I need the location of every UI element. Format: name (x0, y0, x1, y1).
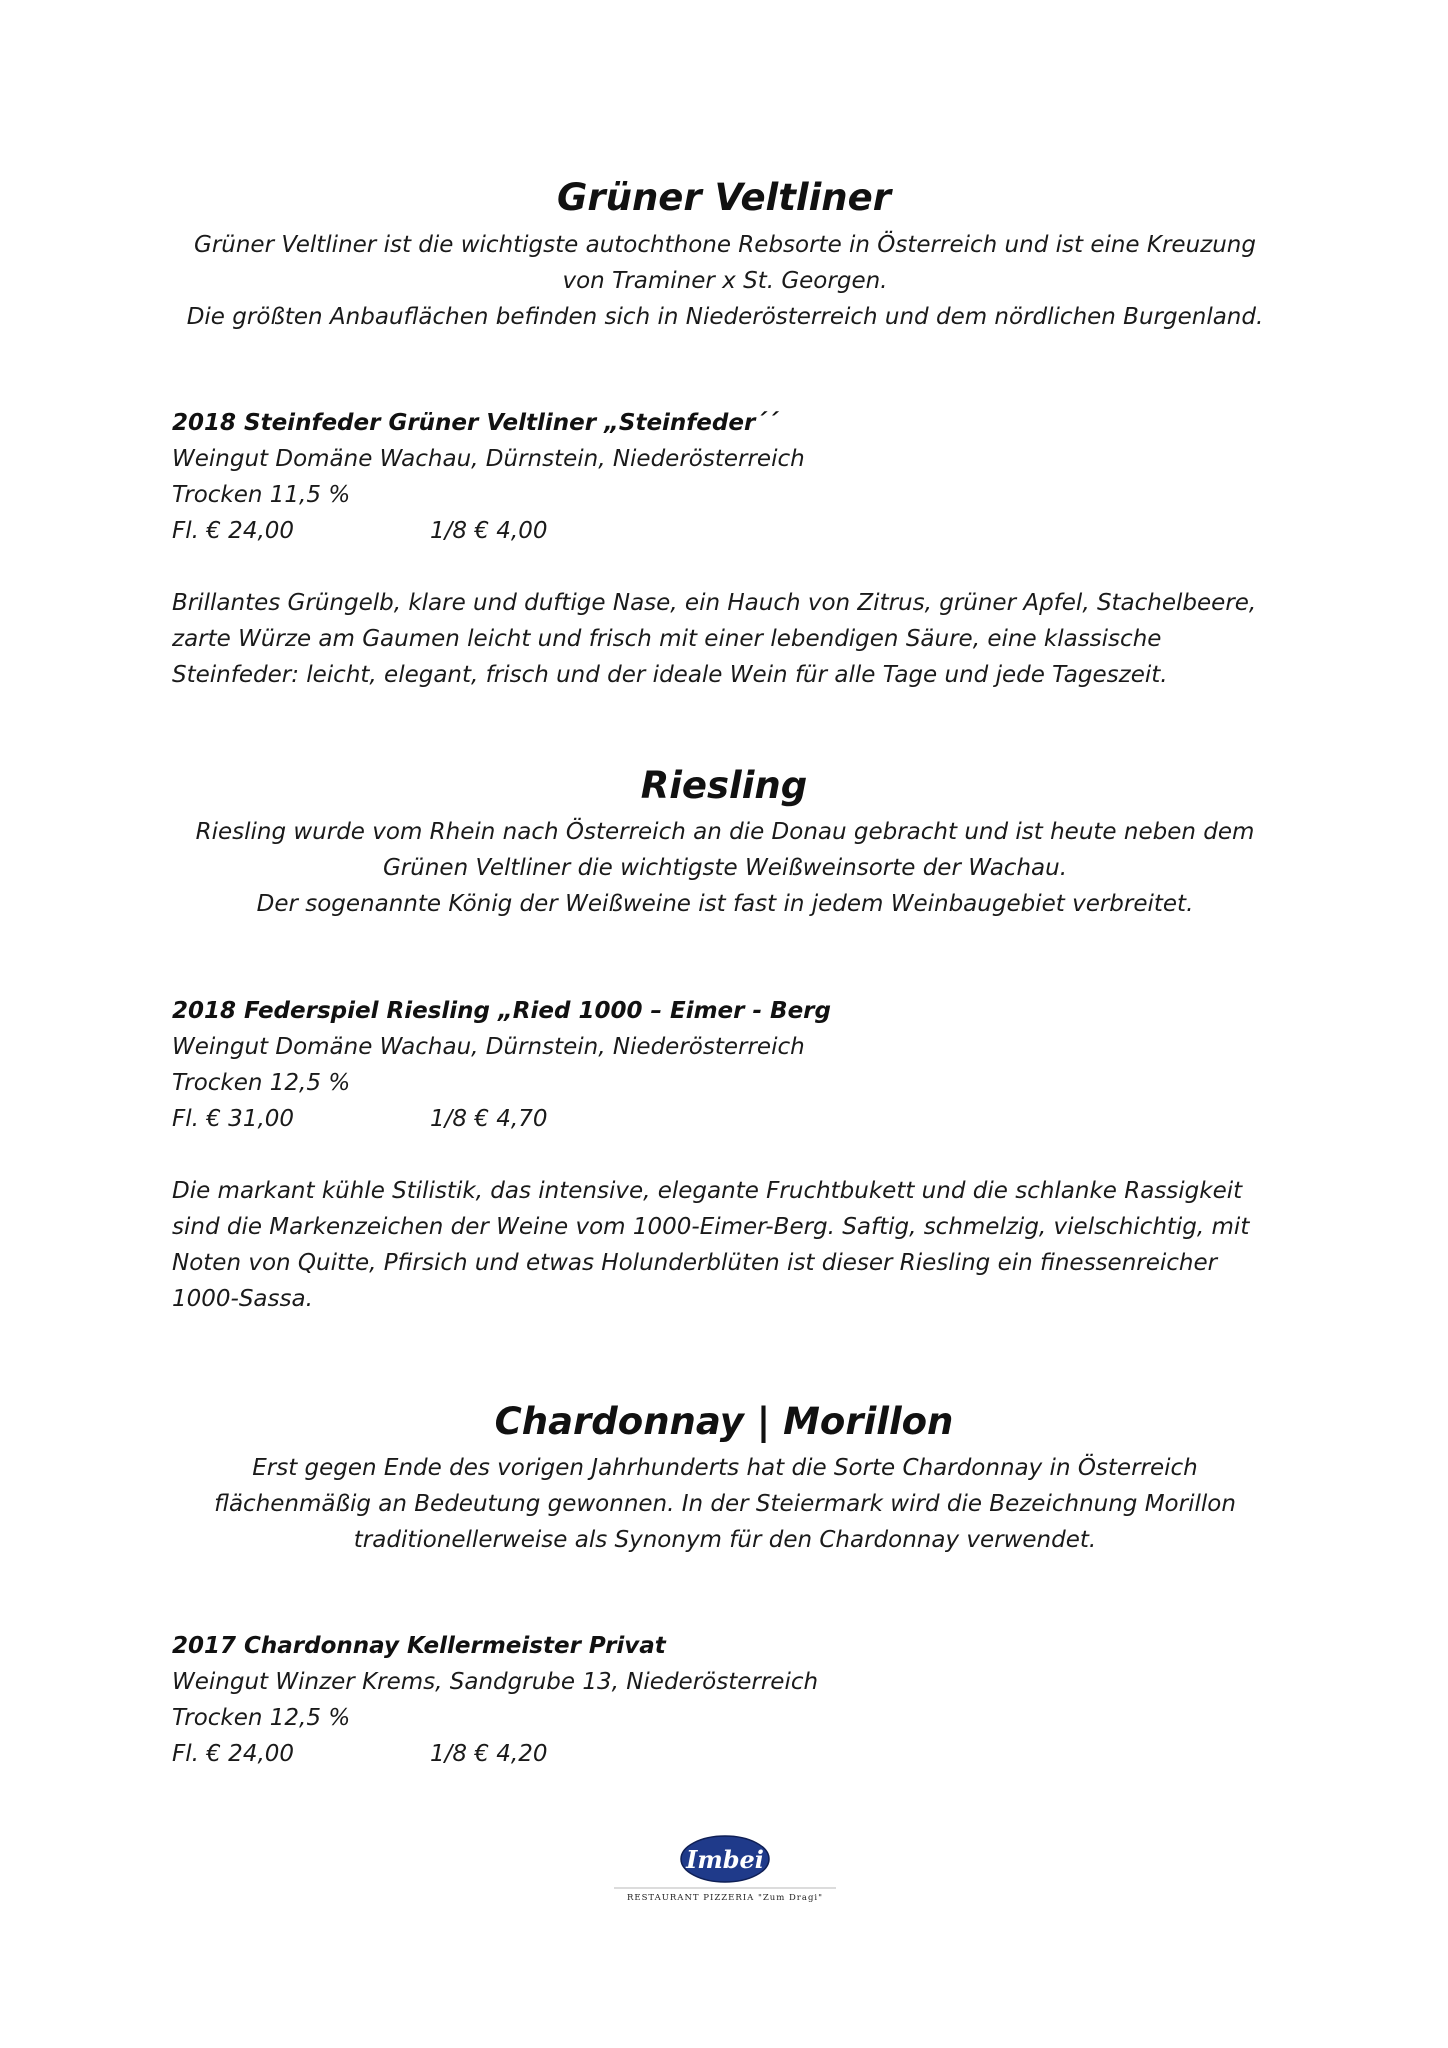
wine-style: Trocken 12,5 % (172, 1070, 351, 1096)
section-intro-riesling (140, 814, 1310, 922)
description-line: sind die Markenzeichen der Weine vom 1000-Eimer-Berg. Saftig, schmelzig, vielschichtig, mit (172, 1214, 1250, 1240)
wine-entry-chardonnay-kellermeister (172, 1628, 1312, 1772)
wine-entry-steinfeder (172, 405, 1312, 693)
svg-text:RESTAURANT PIZZERIA "Zum Dragi: RESTAURANT PIZZERIA "Zum Dragi" (626, 1893, 824, 1903)
intro-line: Der sogenannte König der Weißweine ist fast in jedem Weinbaugebiet verbreitet. (256, 891, 1194, 917)
price-row (172, 513, 1312, 549)
price-row (172, 1101, 1312, 1137)
restaurant-logo (610, 1830, 840, 1910)
section-title-gruener-veltliner: Grüner Veltliner (557, 176, 891, 219)
description-line: Steinfeder: leicht, elegant, frisch und der ideale Wein für alle Tage und jede Tageszeit. (172, 662, 1168, 688)
bottle-price: Fl. € 31,00 (172, 1106, 295, 1132)
price-row (172, 1736, 1312, 1772)
description-line: Noten von Quitte, Pfirsich und etwas Holunderblüten ist dieser Riesling ein finessenreicher (172, 1250, 1218, 1276)
glass-price: 1/8 € 4,70 (430, 1106, 548, 1132)
wine-producer: Weingut Domäne Wachau, Dürnstein, Niederösterreich (172, 1034, 805, 1060)
description-line: 1000-Sassa. (172, 1286, 313, 1312)
wine-producer: Weingut Winzer Krems, Sandgrube 13, Niederösterreich (172, 1669, 819, 1695)
section-title-riesling: Riesling (640, 764, 808, 807)
intro-line: Erst gegen Ende des vorigen Jahrhunderts hat die Sorte Chardonnay in Österreich (252, 1455, 1198, 1481)
svg-text:Imbei: Imbei (686, 1845, 764, 1874)
bottle-price: Fl. € 24,00 (172, 518, 295, 544)
description-line: Brillantes Grüngelb, klare und duftige Nase, ein Hauch von Zitrus, grüner Apfel, Stachelbeere, (172, 590, 1257, 616)
wine-name: 2018 Steinfeder Grüner Veltliner „Steinfeder´´ (172, 410, 779, 436)
wine-style: Trocken 12,5 % (172, 1705, 351, 1731)
description-line: Die markant kühle Stilistik, das intensive, elegante Fruchtbukett und die schlanke Rassigkeit (172, 1178, 1243, 1204)
intro-line: Riesling wurde vom Rhein nach Österreich an die Donau gebracht und ist heute neben dem (195, 819, 1255, 845)
intro-line: Die größten Anbauflächen befinden sich in Niederösterreich und dem nördlichen Burgenland. (186, 304, 1264, 330)
bottle-price: Fl. € 24,00 (172, 1741, 295, 1767)
wine-name: 2017 Chardonnay Kellermeister Privat (172, 1633, 666, 1659)
glass-price: 1/8 € 4,00 (430, 518, 548, 544)
logo-mark-icon (610, 1830, 840, 1910)
wine-style: Trocken 11,5 % (172, 482, 351, 508)
section-intro-chardonnay (140, 1450, 1310, 1558)
wine-entry-federspiel-riesling (172, 993, 1312, 1317)
glass-price: 1/8 € 4,20 (430, 1741, 548, 1767)
wine-producer: Weingut Domäne Wachau, Dürnstein, Niederösterreich (172, 446, 805, 472)
intro-line: Grünen Veltliner die wichtigste Weißweinsorte der Wachau. (382, 855, 1068, 881)
intro-line: von Traminer x St. Georgen. (562, 268, 888, 294)
section-title-chardonnay: Chardonnay | Morillon (494, 1400, 954, 1443)
section-intro-gruener-veltliner (140, 227, 1310, 335)
wine-description (172, 585, 1312, 693)
wine-description (172, 1173, 1312, 1317)
wine-name: 2018 Federspiel Riesling „Ried 1000 – Eimer - Berg (172, 998, 831, 1024)
intro-line: flächenmäßig an Bedeutung gewonnen. In der Steiermark wird die Bezeichnung Morillon (214, 1491, 1236, 1517)
intro-line: traditionellerweise als Synonym für den Chardonnay verwendet. (353, 1527, 1097, 1553)
description-line: zarte Würze am Gaumen leicht und frisch mit einer lebendigen Säure, eine klassische (172, 626, 1162, 652)
intro-line: Grüner Veltliner ist die wichtigste autochthone Rebsorte in Österreich und ist eine Kreuzung (194, 232, 1256, 258)
